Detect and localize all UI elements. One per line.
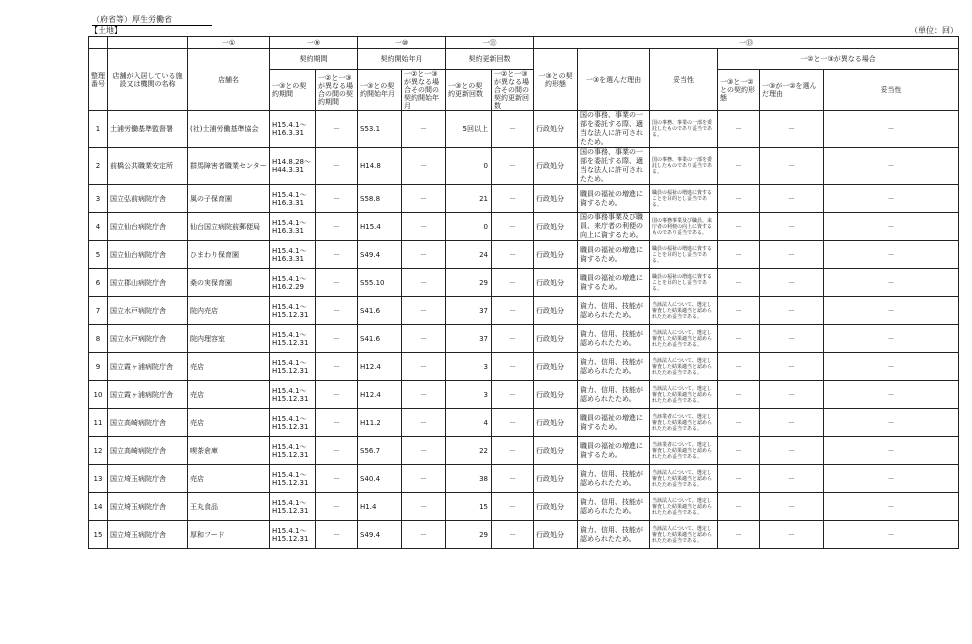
diff-validity: － [824, 465, 959, 493]
diff-reason: － [760, 493, 824, 521]
contract-form: 行政処分 [534, 325, 578, 353]
row-number: 2 [89, 148, 108, 185]
diff-form: － [718, 437, 760, 465]
shop-name: 売店 [188, 381, 270, 409]
header-form: 一③との契約形態 [534, 49, 578, 111]
renewal-count-diff: － [492, 409, 534, 437]
shop-name: 喫茶倉庫 [188, 437, 270, 465]
header-group-9: 一⑨ [270, 37, 358, 49]
diff-reason: － [760, 353, 824, 381]
header-group-13: 一⑬ [534, 37, 959, 49]
renewal-count-diff: － [492, 241, 534, 269]
contract-start: H15.4 [358, 213, 402, 241]
diff-form: － [718, 241, 760, 269]
contract-start: H12.4 [358, 381, 402, 409]
contract-period-diff: － [316, 521, 358, 549]
diff-reason: － [760, 241, 824, 269]
contract-start-diff: － [402, 353, 446, 381]
contract-form: 行政処分 [534, 409, 578, 437]
unit-label: （単位：回） [910, 26, 958, 35]
contract-start-diff: － [402, 437, 446, 465]
renewal-count: 29 [446, 521, 492, 549]
facility-name: 国立高崎病院庁舎 [108, 437, 188, 465]
renewal-count: 0 [446, 148, 492, 185]
table-row [89, 213, 959, 241]
contract-start-diff: － [402, 213, 446, 241]
facility-name: 国立埼玉病院庁舎 [108, 465, 188, 493]
header-start-diff: 一②と一③が異なる場合その間の契約開始年月 [402, 70, 446, 111]
renewal-count-diff: － [492, 521, 534, 549]
header-start-3: 一③との契約開始年月 [358, 70, 402, 111]
contract-period: H15.4.1～H15.12.31 [270, 493, 316, 521]
row-number: 6 [89, 269, 108, 297]
renewal-count: 0 [446, 213, 492, 241]
shop-name: ひまわり保育園 [188, 241, 270, 269]
row-number: 3 [89, 185, 108, 213]
contract-form: 行政処分 [534, 465, 578, 493]
validity-text: 当該法人について、選定し審査した結果適当と認められたため妥当である。 [650, 353, 718, 381]
contract-start: S41.6 [358, 297, 402, 325]
header-group-10: 一⑩ [358, 37, 446, 49]
row-number: 12 [89, 437, 108, 465]
validity-text: 職員の福祉の増進に資することを目的とし妥当である。 [650, 185, 718, 213]
contract-period: H14.8.28～H44.3.31 [270, 148, 316, 185]
validity-text: 当該法人について、選定し審査した結果適当と認められたため妥当である。 [650, 465, 718, 493]
contract-period-diff: － [316, 437, 358, 465]
contract-period-diff: － [316, 325, 358, 353]
facility-name: 国立霞ヶ浦病院庁舎 [108, 381, 188, 409]
validity-text: 職員の福祉の増進に資することを目的とし妥当である。 [650, 269, 718, 297]
diff-form: － [718, 111, 760, 148]
contract-start: S53.1 [358, 111, 402, 148]
contract-start-diff: － [402, 269, 446, 297]
header-diff-reason: 一③が一②を選んだ理由 [760, 70, 824, 111]
contract-form: 行政処分 [534, 521, 578, 549]
header-renew-diff: 一②と一③が異なる場合その間の契約更新回数 [492, 70, 534, 111]
validity-text: 国の事務、事業の一部を委託したものであり妥当である。 [650, 111, 718, 148]
renewal-count-diff: － [492, 297, 534, 325]
facility-name: 国立埼玉病院庁舎 [108, 521, 188, 549]
shop-name: 厚和フード [188, 521, 270, 549]
table-row [89, 409, 959, 437]
diff-validity: － [824, 521, 959, 549]
contract-start: S49.4 [358, 241, 402, 269]
selection-reason: 国の事務、事業の一部を委託する際、適当な法人に許可されたため。 [578, 148, 650, 185]
table-row [89, 269, 959, 297]
shop-name: 売店 [188, 409, 270, 437]
diff-validity: － [824, 437, 959, 465]
renewal-count: 15 [446, 493, 492, 521]
validity-text: 当該業者について、選定し審査した結果適当と認められたため妥当である。 [650, 437, 718, 465]
table-row [89, 111, 959, 148]
header-diff-validity: 妥当性 [824, 70, 959, 111]
validity-text: 国の事務事業及び職員、来庁者の利便の向上に資するものであり妥当である。 [650, 213, 718, 241]
contract-period-diff: － [316, 409, 358, 437]
selection-reason: 国の事務、事業の一部を委託する際、適当な法人に許可されたため。 [578, 111, 650, 148]
facility-name: 国立郡山病院庁舎 [108, 269, 188, 297]
renewal-count: 37 [446, 325, 492, 353]
header-blank [108, 37, 188, 49]
diff-validity: － [824, 269, 959, 297]
table-row [89, 148, 959, 185]
table-row [89, 437, 959, 465]
contract-period: H15.4.1～H16.3.31 [270, 241, 316, 269]
table-row [89, 353, 959, 381]
shop-name: (社)土浦労働基準協会 [188, 111, 270, 148]
selection-reason: 資力、信用、技能が認められたため。 [578, 465, 650, 493]
contract-period-diff: － [316, 353, 358, 381]
facility-name: 国立霞ヶ浦病院庁舎 [108, 353, 188, 381]
contract-period: H15.4.1～H15.12.31 [270, 381, 316, 409]
validity-text: 職員の福祉の増進に資することを目的とし妥当である。 [650, 241, 718, 269]
facility-name: 国立弘前病院庁舎 [108, 185, 188, 213]
validity-text: 当該法人について、選定し審査した結果適当と認められたため妥当である。 [650, 325, 718, 353]
contract-start-diff: － [402, 297, 446, 325]
renewal-count-diff: － [492, 269, 534, 297]
diff-reason: － [760, 185, 824, 213]
header-validity: 妥当性 [650, 49, 718, 111]
table-row [89, 325, 959, 353]
validity-text: 当該法人について、選定し審査した結果適当と認められたため妥当である。 [650, 521, 718, 549]
validity-text: 当該法人について、選定し審査した結果適当と認められたため妥当である。 [650, 381, 718, 409]
diff-form: － [718, 148, 760, 185]
renewal-count: 37 [446, 297, 492, 325]
header-no: 整理番号 [89, 49, 108, 111]
contract-start-diff: － [402, 148, 446, 185]
row-number: 5 [89, 241, 108, 269]
renewal-count: 4 [446, 409, 492, 437]
diff-validity: － [824, 213, 959, 241]
header-reason: 一③を選んだ理由 [578, 49, 650, 111]
diff-form: － [718, 353, 760, 381]
table-row [89, 297, 959, 325]
contract-period: H15.4.1～H15.12.31 [270, 325, 316, 353]
diff-reason: － [760, 437, 824, 465]
header-diff-group: 一②と一③が異なる場合 [718, 49, 959, 70]
contract-start-diff: － [402, 111, 446, 148]
header-contract-period: 契約期間 [270, 49, 358, 70]
contract-form: 行政処分 [534, 111, 578, 148]
contract-start-diff: － [402, 465, 446, 493]
renewal-count-diff: － [492, 493, 534, 521]
contract-period: H15.4.1～H15.12.31 [270, 353, 316, 381]
contract-period: H15.4.1～H16.3.31 [270, 111, 316, 148]
shop-name: 仙台国立病院前郵便局 [188, 213, 270, 241]
diff-form: － [718, 213, 760, 241]
table-row [89, 185, 959, 213]
renewal-count: 24 [446, 241, 492, 269]
table-row [89, 493, 959, 521]
header-shop: 店舗名 [188, 49, 270, 111]
diff-validity: － [824, 297, 959, 325]
contract-form: 行政処分 [534, 353, 578, 381]
header-period-diff: 一②と一③が異なる場合の間の契約期間 [316, 70, 358, 111]
header-renew-3: 一③との契約更新回数 [446, 70, 492, 111]
contract-start-diff: － [402, 241, 446, 269]
contract-start: H12.4 [358, 353, 402, 381]
contract-period: H15.4.1～H15.12.31 [270, 409, 316, 437]
validity-text: 当該法人について、選定し審査した結果適当と認められたため妥当である。 [650, 297, 718, 325]
contract-start: S56.7 [358, 437, 402, 465]
renewal-count-diff: － [492, 437, 534, 465]
header-period-3: 一③との契約期間 [270, 70, 316, 111]
renewal-count: 29 [446, 269, 492, 297]
validity-text: 当該業者について、選定し審査した結果適当と認められたため妥当である。 [650, 409, 718, 437]
diff-reason: － [760, 409, 824, 437]
contract-period: H15.4.1～H16.3.31 [270, 213, 316, 241]
table-body [89, 111, 959, 549]
contract-start: S58.8 [358, 185, 402, 213]
header-facility: 店舗が入居している施設又は機関の名称 [108, 49, 188, 111]
renewal-count: 38 [446, 465, 492, 493]
contract-period-diff: － [316, 297, 358, 325]
selection-reason: 資力、信用、技能が認められたため。 [578, 493, 650, 521]
contract-start: H11.2 [358, 409, 402, 437]
diff-form: － [718, 297, 760, 325]
facility-name: 国立水戸病院庁舎 [108, 325, 188, 353]
diff-form: － [718, 381, 760, 409]
diff-validity: － [824, 325, 959, 353]
contract-period-diff: － [316, 213, 358, 241]
diff-form: － [718, 325, 760, 353]
selection-reason: 職員の福祉の増進に資するため。 [578, 269, 650, 297]
contract-period-diff: － [316, 493, 358, 521]
contract-start-diff: － [402, 185, 446, 213]
contract-start-diff: － [402, 521, 446, 549]
renewal-count-diff: － [492, 465, 534, 493]
diff-reason: － [760, 297, 824, 325]
diff-form: － [718, 493, 760, 521]
selection-reason: 職員の福祉の増進に資するため。 [578, 241, 650, 269]
diff-validity: － [824, 409, 959, 437]
header-renew: 契約更新回数 [446, 49, 534, 70]
shop-name: 売店 [188, 465, 270, 493]
selection-reason: 資力、信用、技能が認められたため。 [578, 297, 650, 325]
contract-period-diff: － [316, 241, 358, 269]
contract-form: 行政処分 [534, 148, 578, 185]
contract-form: 行政処分 [534, 213, 578, 241]
contract-period-diff: － [316, 111, 358, 148]
selection-reason: 資力、信用、技能が認められたため。 [578, 381, 650, 409]
row-number: 9 [89, 353, 108, 381]
row-number: 11 [89, 409, 108, 437]
diff-validity: － [824, 111, 959, 148]
validity-text: 国の事務、事業の一部を委託したものであり妥当である。 [650, 148, 718, 185]
contract-period-diff: － [316, 148, 358, 185]
diff-validity: － [824, 241, 959, 269]
contract-period: H15.4.1～H15.12.31 [270, 437, 316, 465]
renewal-count-diff: － [492, 111, 534, 148]
diff-form: － [718, 269, 760, 297]
selection-reason: 職員の福祉の増進に資するため。 [578, 185, 650, 213]
contract-period-diff: － [316, 269, 358, 297]
table-row [89, 381, 959, 409]
facility-name: 国立仙台病院庁舎 [108, 213, 188, 241]
shop-name: 群馬障害者職業センター [188, 148, 270, 185]
contract-period: H15.4.1～H16.2.29 [270, 269, 316, 297]
contract-form: 行政処分 [534, 241, 578, 269]
contract-period: H15.4.1～H15.12.31 [270, 297, 316, 325]
contract-form: 行政処分 [534, 493, 578, 521]
diff-form: － [718, 521, 760, 549]
diff-reason: － [760, 381, 824, 409]
validity-text: 当該法人について、選定し審査した結果適当と認められたため妥当である。 [650, 493, 718, 521]
table-row [89, 521, 959, 549]
diff-validity: － [824, 493, 959, 521]
contract-start: S41.6 [358, 325, 402, 353]
contract-start-diff: － [402, 325, 446, 353]
renewal-count-diff: － [492, 185, 534, 213]
header-diff-form: 一③と一②との契約形態 [718, 70, 760, 111]
selection-reason: 国の事務事業及び職員、来庁者の利便の向上に資するため。 [578, 213, 650, 241]
diff-reason: － [760, 148, 824, 185]
contract-start: H14.8 [358, 148, 402, 185]
contract-start: H1.4 [358, 493, 402, 521]
contract-form: 行政処分 [534, 269, 578, 297]
contract-start: S49.4 [358, 521, 402, 549]
row-number: 7 [89, 297, 108, 325]
diff-reason: － [760, 213, 824, 241]
renewal-count: 5回以上 [446, 111, 492, 148]
table-row [89, 465, 959, 493]
renewal-count-diff: － [492, 213, 534, 241]
contract-form: 行政処分 [534, 437, 578, 465]
diff-reason: － [760, 111, 824, 148]
row-number: 15 [89, 521, 108, 549]
row-number: 14 [89, 493, 108, 521]
contract-period-diff: － [316, 381, 358, 409]
header-group-1: 一① [188, 37, 270, 49]
diff-reason: － [760, 521, 824, 549]
diff-reason: － [760, 465, 824, 493]
renewal-count: 22 [446, 437, 492, 465]
selection-reason: 資力、信用、技能が認められたため。 [578, 325, 650, 353]
contract-start-diff: － [402, 493, 446, 521]
section-label: 【土地】 [90, 26, 122, 35]
contract-period: H15.4.1～H15.12.31 [270, 465, 316, 493]
contract-period-diff: － [316, 185, 358, 213]
row-number: 10 [89, 381, 108, 409]
contract-start: S40.4 [358, 465, 402, 493]
contract-form: 行政処分 [534, 381, 578, 409]
diff-reason: － [760, 269, 824, 297]
shop-name: 桑の実保育園 [188, 269, 270, 297]
contract-start-diff: － [402, 409, 446, 437]
shop-name: 王丸食品 [188, 493, 270, 521]
contract-table [88, 36, 959, 549]
renewal-count: 3 [446, 381, 492, 409]
renewal-count-diff: － [492, 148, 534, 185]
row-number: 8 [89, 325, 108, 353]
facility-name: 国立水戸病院庁舎 [108, 297, 188, 325]
diff-validity: － [824, 148, 959, 185]
selection-reason: 職員の福祉の増進に資するため。 [578, 409, 650, 437]
renewal-count-diff: － [492, 353, 534, 381]
renewal-count: 21 [446, 185, 492, 213]
selection-reason: 資力、信用、技能が認められたため。 [578, 353, 650, 381]
renewal-count-diff: － [492, 325, 534, 353]
facility-name: 前橋公共職業安定所 [108, 148, 188, 185]
ministry-title: （府省等）厚生労働省 [92, 15, 212, 26]
diff-validity: － [824, 185, 959, 213]
shop-name: 風の子保育園 [188, 185, 270, 213]
diff-validity: － [824, 353, 959, 381]
diff-reason: － [760, 325, 824, 353]
contract-period: H15.4.1～H16.3.31 [270, 185, 316, 213]
contract-period: H15.4.1～H15.12.31 [270, 521, 316, 549]
shop-name: 売店 [188, 353, 270, 381]
row-number: 13 [89, 465, 108, 493]
renewal-count: 3 [446, 353, 492, 381]
diff-form: － [718, 185, 760, 213]
row-number: 4 [89, 213, 108, 241]
diff-validity: － [824, 381, 959, 409]
header-blank [89, 37, 108, 49]
contract-form: 行政処分 [534, 185, 578, 213]
facility-name: 国立高崎病院庁舎 [108, 409, 188, 437]
table-row [89, 241, 959, 269]
contract-period-diff: － [316, 465, 358, 493]
selection-reason: 資力、信用、技能が認められたため。 [578, 521, 650, 549]
selection-reason: 職員の福祉の増進に資するため。 [578, 437, 650, 465]
facility-name: 国立仙台病院庁舎 [108, 241, 188, 269]
contract-start-diff: － [402, 381, 446, 409]
header-start: 契約開始年月 [358, 49, 446, 70]
shop-name: 院内売店 [188, 297, 270, 325]
shop-name: 院内理容室 [188, 325, 270, 353]
facility-name: 国立埼玉病院庁舎 [108, 493, 188, 521]
header-group-11: 一⑪ [446, 37, 534, 49]
diff-form: － [718, 465, 760, 493]
row-number: 1 [89, 111, 108, 148]
diff-form: － [718, 409, 760, 437]
contract-start: S55.10 [358, 269, 402, 297]
facility-name: 土浦労働基準監督署 [108, 111, 188, 148]
contract-form: 行政処分 [534, 297, 578, 325]
renewal-count-diff: － [492, 381, 534, 409]
